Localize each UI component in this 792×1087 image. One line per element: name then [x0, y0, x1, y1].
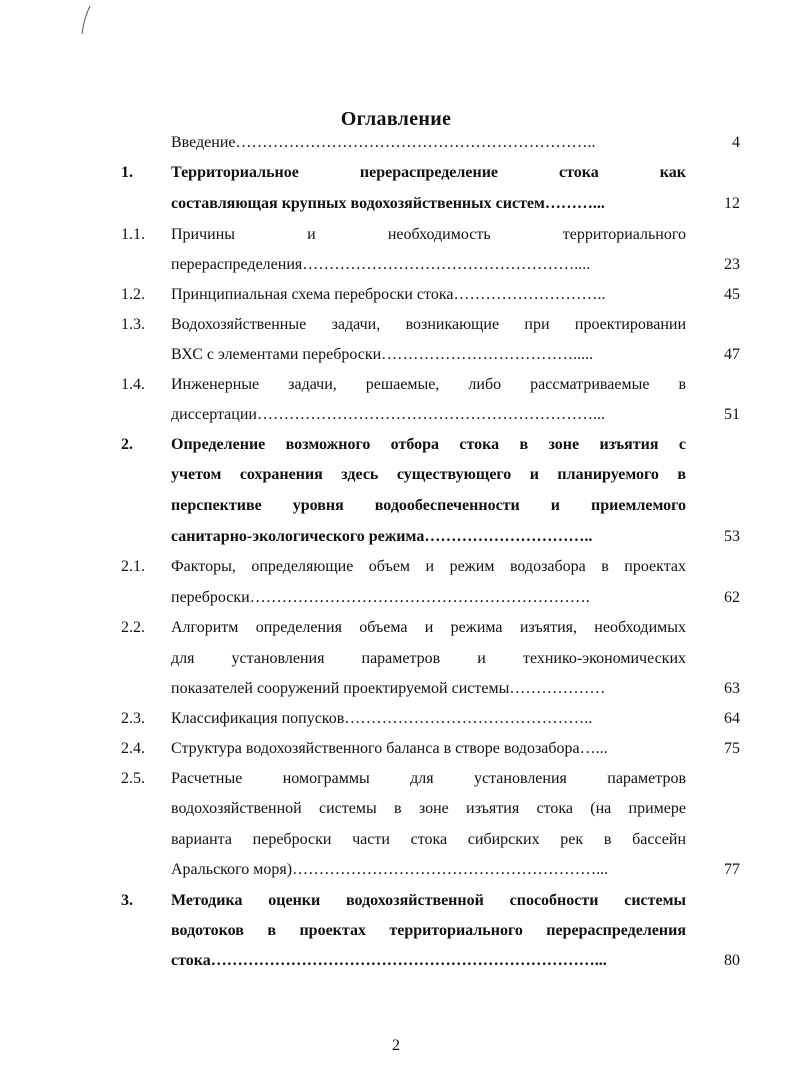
toc-entry-page: 53 [724, 528, 740, 545]
toc-entry-line: показателей сооружений проектируемой системы……………… [171, 680, 606, 697]
toc-entry-page: 77 [724, 861, 740, 878]
toc-entry-line: для установления параметров и технико-экономических [171, 650, 686, 667]
toc-entry-line: Принципиальная схема переброски стока……………………….. [171, 286, 606, 303]
toc-entry-line: Алгоритм определения объема и режима изъятия, необходимых [171, 619, 686, 636]
toc-entry-number: 1.3. [121, 316, 145, 333]
toc-entry-number: 1.4. [121, 376, 145, 393]
page-title: Оглавление [340, 108, 452, 130]
toc-entry-line: Структура водохозяйственного баланса в створе водозабора…... [171, 740, 608, 757]
toc-entry-line: Расчетные номограммы для установления параметров [171, 770, 686, 787]
toc-entry-number: 2.2. [121, 619, 145, 636]
toc-entry-line: ВХС с элементами переброски………………………………..... [171, 346, 594, 363]
toc-entry-line: Классификация попусков……………………………………….. [171, 710, 593, 727]
toc-entry-line: водохозяйственной системы в зоне изъятия стока (на примере [171, 800, 686, 817]
toc-entry-line: Факторы, определяющие объем и режим водозабора в проектах [171, 558, 686, 575]
toc-entry-number: 1.1. [121, 226, 145, 243]
toc-entry-line: водотоков в проектах территориального перераспределения [171, 922, 686, 939]
toc-entry-line: Методика оценки водохозяйственной способности системы [171, 892, 686, 909]
toc-entry-number: 2.3. [121, 710, 145, 727]
toc-entry-line: стока………………………………………………………………... [171, 952, 607, 969]
toc-entry-number: 2. [121, 436, 133, 453]
page-number: 2 [392, 1037, 400, 1054]
toc-entry-number: 3. [121, 892, 133, 909]
toc-entry-line: перераспределения…………………………………………….... [171, 256, 591, 273]
toc-entry-line: перспективе уровня водообеспеченности и приемлемого [171, 497, 686, 514]
toc-entry-line: Определение возможного отбора стока в зоне изъятия с [171, 436, 686, 453]
toc-entry-page: 63 [724, 680, 740, 697]
toc-entry-line: Инженерные задачи, решаемые, либо рассматриваемые в [171, 376, 686, 393]
toc-entry-line: варианта переброски части стока сибирских рек в бассейн [171, 831, 686, 848]
toc-entry-line: Причины и необходимость территориального [171, 226, 686, 243]
toc-entry-line: диссертации………………………………………………………... [171, 406, 605, 423]
toc-entry-line: Водохозяйственные задачи, возникающие при проектировании [171, 316, 686, 333]
scan-mark [70, 4, 100, 36]
toc-entry-line: учетом сохранения здесь существующего и планируемого в [171, 466, 686, 483]
toc-entry-number: 1. [121, 164, 133, 181]
toc-entry-page: 62 [724, 589, 740, 606]
toc-entry-page: 45 [724, 286, 740, 303]
toc-entry-page: 23 [724, 256, 740, 273]
toc-entry-page: 64 [724, 710, 740, 727]
toc-entry-number: 2.1. [121, 558, 145, 575]
toc-entry-page: 80 [724, 952, 740, 969]
toc-entry-number: 1.2. [121, 286, 145, 303]
toc-entry-page: 51 [724, 406, 740, 423]
toc-entry-line: переброски………………………………………………………. [171, 589, 590, 606]
toc-entry-page: 12 [724, 195, 740, 212]
toc-entry-line: составляющая крупных водохозяйственных систем………... [171, 195, 605, 212]
toc-entry-number: 2.4. [121, 740, 145, 757]
toc-entry-line: санитарно-экологического режима………………………….. [171, 528, 593, 545]
toc-entry-line: Территориальное перераспределение стока как [171, 164, 686, 181]
toc-entry-number: 2.5. [121, 770, 145, 787]
toc-entry-page: 4 [732, 134, 740, 151]
toc-entry-page: 75 [724, 740, 740, 757]
toc-entry-page: 47 [724, 346, 740, 363]
toc-entry-line: Аральского моря)…………………………………………………... [171, 861, 609, 878]
toc-entry-line: Введение………………………………………………………….. [171, 134, 596, 151]
